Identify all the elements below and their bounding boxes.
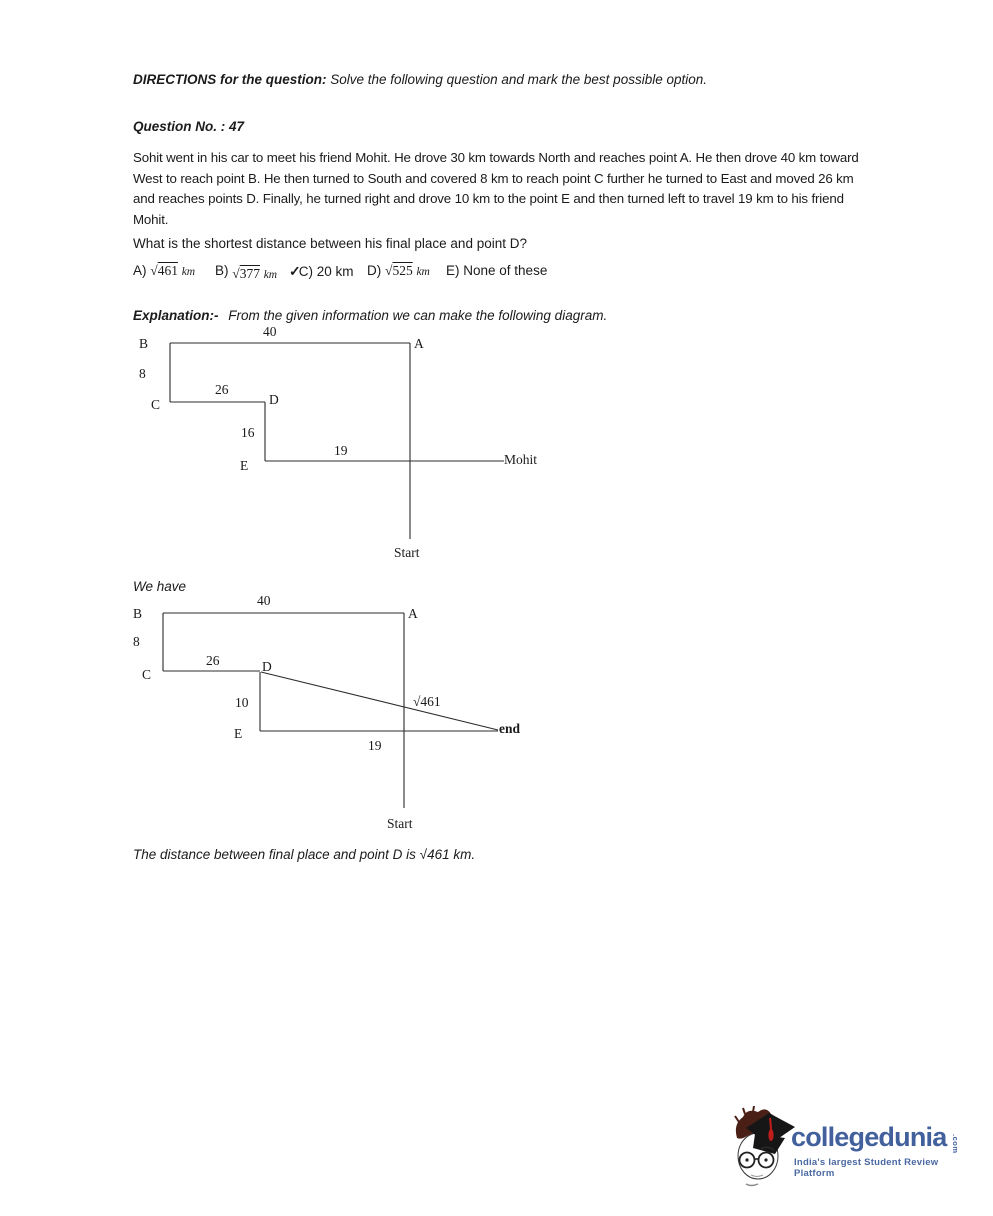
option-d-label: D) [367, 263, 382, 278]
d2-point-a: A [408, 606, 418, 621]
d1-point-b: B [139, 336, 149, 351]
collegedunia-logo [733, 1100, 978, 1195]
option-e-value: None of these [463, 263, 548, 278]
option-b-radicand: 377 [239, 266, 260, 281]
question-body-line-3: and reaches points D. Finally, he turned right and drove 10 km to the point E and then turned left to travel 19 km to his friend [133, 191, 844, 207]
directions-label: DIRECTIONS for the question: [133, 72, 327, 87]
d2-point-e: E [234, 726, 243, 741]
student-mascot-icon [733, 1104, 795, 1188]
checkmark-icon: ✓ [289, 263, 299, 279]
d1-dist-26: 26 [215, 382, 229, 397]
option-a-unit: km [181, 266, 196, 278]
option-b-unit: km [263, 269, 278, 281]
d1-dist-16: 16 [241, 425, 255, 440]
conclusion-text: The distance between final place and point D is √461 km. [133, 847, 476, 862]
d2-dist-40: 40 [257, 593, 271, 608]
explanation-intro: From the given information we can make the following diagram. [228, 308, 608, 323]
option-c-value: 20 km [316, 264, 354, 279]
d2-dist-8: 8 [133, 634, 140, 649]
option-d-unit: km [416, 266, 430, 278]
d2-label-end: end [499, 721, 521, 736]
mascot-squiggle [746, 1184, 758, 1186]
question-number: Question No. : 47 [133, 119, 245, 134]
explanation-label: Explanation:- [133, 308, 219, 323]
option-e [446, 263, 547, 278]
logo-tagline: India's largest Student Review Platform [794, 1157, 939, 1179]
d2-dist-26: 26 [206, 653, 220, 668]
d2-dist-10: 10 [235, 695, 249, 710]
d1-dist-40: 40 [263, 324, 277, 339]
explanation-line [133, 308, 833, 323]
d2-point-d: D [262, 659, 272, 674]
d1-dist-8: 8 [139, 366, 146, 381]
d1-point-c: C [151, 397, 161, 412]
option-a-radicand: 461 [157, 263, 178, 278]
question-body-line-2: West to reach point B. He then turned to South and covered 8 km to reach point C further he turned to East and moved 26 km [133, 170, 854, 186]
logo-wordmark: collegedunia [791, 1122, 947, 1152]
d1-label-start: Start [394, 545, 420, 560]
directions-line [133, 72, 913, 87]
d2-label-hypotenuse: √461 [413, 694, 441, 709]
d2-point-b: B [133, 606, 143, 621]
option-e-label: E) [446, 263, 460, 278]
directions-text: Solve the following question and mark the best possible option. [330, 72, 707, 87]
question-prompt: What is the shortest distance between his final place and point D? [133, 236, 527, 251]
question-body-line-1: Sohit went in his car to meet his friend Mohit. He drove 30 km towards North and reaches point A. He then drove 40 km toward [133, 150, 859, 165]
option-d [367, 263, 430, 279]
d1-dist-19: 19 [334, 443, 348, 458]
sqrt-symbol: √ [385, 263, 393, 278]
sqrt-symbol: √ [150, 263, 158, 278]
option-c-label: C) [298, 264, 313, 279]
option-a-label: A) [133, 263, 147, 278]
d1-point-a: A [414, 336, 424, 351]
d1-label-mohit: Mohit [504, 452, 538, 467]
option-b-radical [232, 266, 260, 281]
d2-point-c: C [142, 667, 152, 682]
option-b-label: B) [215, 263, 229, 278]
question-body [133, 148, 913, 230]
d2-label-start: Start [387, 816, 413, 831]
question-body-line-4: Mohit. [133, 211, 169, 227]
option-a [133, 263, 195, 279]
logo-tld: .com [951, 1134, 960, 1154]
option-d-radical [385, 263, 413, 278]
option-a-radical [150, 263, 178, 278]
d1-point-e: E [240, 458, 249, 473]
d2-line-d-end-hypotenuse [261, 672, 498, 730]
option-d-radicand: 525 [392, 263, 413, 278]
option-c-correct [289, 263, 354, 280]
route-diagram-1 [130, 324, 580, 574]
option-b [215, 263, 277, 279]
d2-dist-19: 19 [368, 738, 382, 753]
we-have-label: We have [133, 579, 187, 594]
sqrt-symbol: √ [232, 266, 240, 281]
d1-point-d: D [269, 392, 279, 407]
route-diagram-2 [125, 594, 575, 839]
